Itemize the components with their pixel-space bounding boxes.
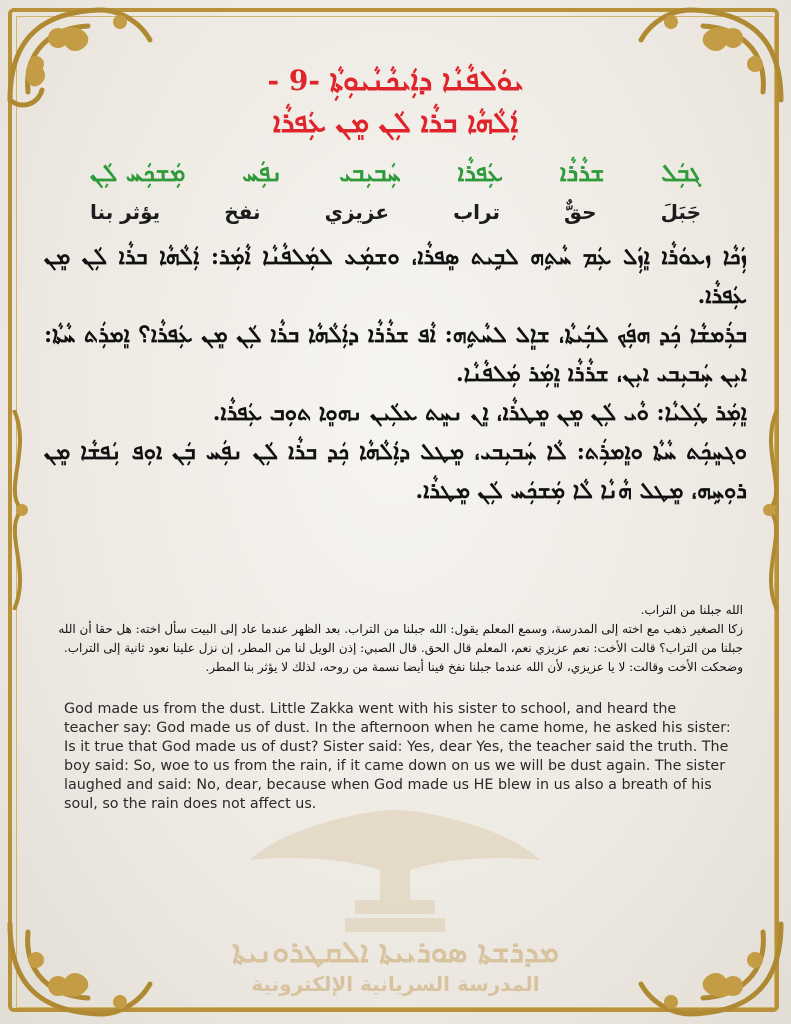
vocab-syriac-word: ܓܒܲܠ bbox=[661, 158, 701, 187]
vocab-arabic-word: يؤثر بنا bbox=[90, 200, 161, 224]
arabic-paragraph: الله جبلنا من التراب. bbox=[640, 603, 743, 617]
vocab-arabic-word: حقٌّ bbox=[564, 200, 597, 224]
syriac-paragraph: ܒܪܲܡܫܵܐ ܟܲܕ ܗܦܲܟ ܠܒܲܝܬܵܐ، ܫܐܸܠ ܠܚܵܬܹܗ: ܐܵܦ ܫܪܵܪܵܐ ܕܐܲܠܵܗܵܐ ܒܪܵܐ ܠܲܢ ܡܸܢ ܥܲܦܪܵܐ؟ ܐܸܡܪܲܬ ܚܵܬܵܐ: ܐܝܼܢ ܚܲܒܝܼܒܝ ܐܝܼܢ، ܫܪܵܪܵܐ ܐܸܡܲܪ ܡܲܠܦܵܢܵܐ. bbox=[44, 322, 747, 387]
watermark-syriac-text: ܡܕܪܫܬܐ ܣܘܪܝܝܬܐ ܐܠܩܛܪܘܢܝܬܐ bbox=[232, 935, 559, 970]
ornament-side-icon bbox=[2, 410, 42, 610]
vocab-syriac-word: ܫܪܵܪܵܐ bbox=[559, 158, 605, 187]
syriac-story-text bbox=[44, 238, 747, 511]
arabic-translation bbox=[48, 601, 743, 677]
vocab-arabic-word: نفخ bbox=[224, 200, 261, 224]
english-translation: God made us from the dust. Little Zakka went with his sister to school, and heard the teacher say: God made us of dust. In the afternoon when he came home, he asked his sister: Is it true that God made us of dust? Sister said: Yes, dear Yes, the teacher said the truth. The boy said: So, woe to us from the rain, if it came down on us we will be dust again. The sister laughed and said: No, dear, because when God made us HE blew in us also a breath of his soul, so the rain does not affect us. bbox=[64, 701, 731, 812]
syriac-paragraph: ܐܸܡܲܪ ܛܲܠܝܵܐ: ܘܵܝ ܠܲܢ ܡܸܢ ܡܸܛܪܵܐ، ܐܸܢ ܢܚܸܬ ܥܠܲܝܢ ܢܗܘܸܐ ܬܘܼܒ ܥܲܦܪܵܐ. bbox=[212, 400, 747, 426]
ornament-side-icon bbox=[749, 410, 789, 610]
vocab-syriac-word: ܚܲܒܝܼܒܝ bbox=[339, 158, 401, 187]
school-emblem-watermark-icon bbox=[240, 800, 551, 940]
vocab-syriac-word: ܡܲܫܟܲܚ ܠܲܢ bbox=[90, 158, 186, 187]
arabic-paragraph: زكا الصغير ذهب مع اخته إلى المدرسة، وسمع المعلم يقول: الله جبلنا من التراب. بعد الظهر عندما عاد إلى البيت سأل اخته: هل حقا أن الله جبلنا من التراب؟ قالت الأخت: نعم عزيزي نعم، المعلم قال الحق. قال الصبي: إذن الويل لنا من المطر، إن نزل علينا نعود ثانية إلى التراب. bbox=[58, 622, 743, 655]
syriac-paragraph: ܙܲܟܵܐ ܙܥܘܿܪܵܐ ܐܸܙܲܠ ܥܲܡ ܚܵܬܹܗ ܠܒܹܝܬ ܣܸܦܪܵܐ، ܘܫܡܲܥ ܠܡܲܠܦܵܢܵܐ ܐܵܡܲܪ: ܐܲܠܵܗܵܐ ܒܪܵܐ ܠܲܢ ܡܸܢ ܥܲܦܪܵܐ. bbox=[44, 244, 747, 309]
vocab-arabic-word: تراب bbox=[453, 200, 500, 224]
vocabulary-syriac-row bbox=[90, 158, 701, 187]
watermark-arabic-text: المدرسة السريانية الإلكترونية bbox=[251, 972, 540, 996]
vocab-syriac-word: ܥܲܦܪܵܐ bbox=[457, 158, 503, 187]
vocab-arabic-word: عزيزي bbox=[324, 200, 390, 224]
vocab-arabic-word: جَبَلَ bbox=[660, 200, 701, 224]
lesson-title: ܝܘܿܠܦܵܢܵܐ ܕܐܲܝܟܵܢܵܝܘܼܬܼܵܐ -9 - bbox=[267, 64, 524, 97]
vocab-syriac-word: ܢܦܲܚ bbox=[242, 158, 283, 187]
lesson-subtitle: ܐܲܠܵܗܵܐ ܒܪܵܐ ܠܲܢ ܡܸܢ ܥܲܦܪܵܐ bbox=[272, 106, 519, 139]
syriac-paragraph: ܘܓܚܸܟܲܬ ܚܵܬܵܐ ܘܐܸܡܪܲܬ: ܠܵܐ ܚܲܒܝܼܒܝ، ܡܸܛܠ ܕܐܲܠܵܗܵܐ ܟܲܕ ܒܪܵܐ ܠܲܢ ܢܦܲܚ ܒܲܢ ܐܘܼܦ ܢܲܦܫܵܐ ܡܸܢ ܪܘܼܚܹܗ، ܡܸܛܠ ܗܵܢܵܐ ܠܵܐ ܡܲܫܟܲܚ ܠܲܢ ܡܸܛܪܵܐ. bbox=[44, 439, 747, 504]
arabic-paragraph: وضحكت الأخت وقالت: لا يا عزيزي، لأن الله عندما جبلنا نفخ فينا أيضا نسمة من روحه، لذلك لا يؤثر بنا المطر. bbox=[205, 660, 743, 674]
vocabulary-arabic-row bbox=[90, 200, 701, 224]
